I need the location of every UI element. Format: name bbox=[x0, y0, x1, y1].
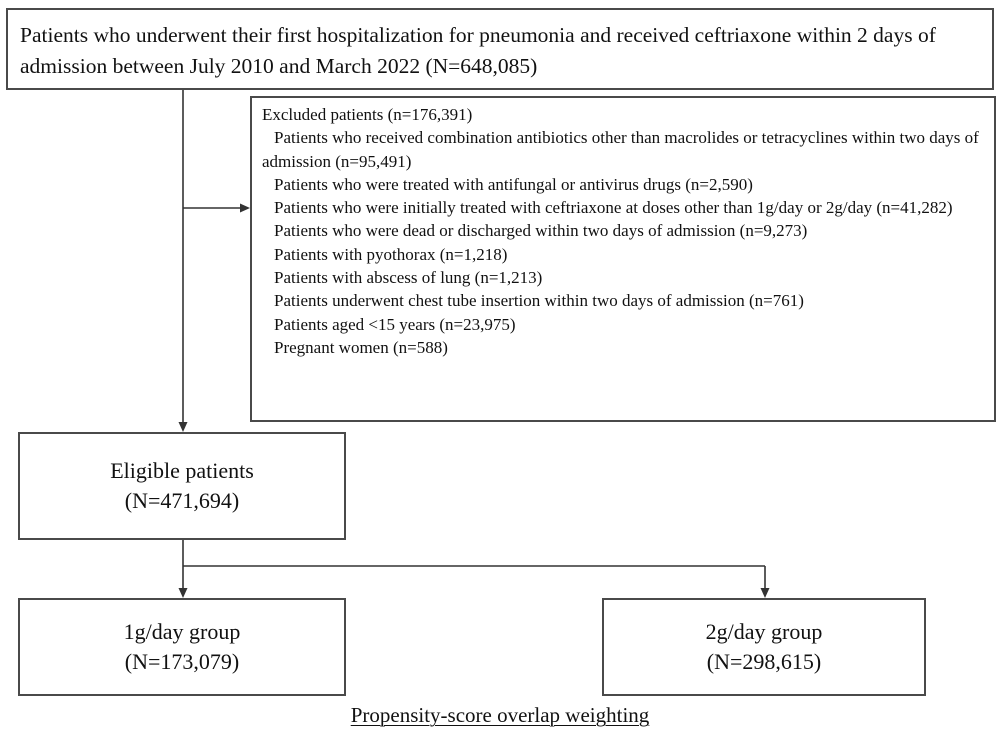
weighting-method-label: Propensity-score overlap weighting bbox=[350, 703, 650, 727]
exclusion-title: Excluded patients (n=176,391) bbox=[262, 105, 473, 124]
eligible-count: (N=471,694) bbox=[124, 488, 240, 513]
group-1g-box bbox=[18, 598, 346, 696]
group-1g-count: (N=173,079) bbox=[124, 649, 240, 674]
exclusion-item: Patients with pyothorax (n=1,218) bbox=[274, 244, 508, 264]
exclusion-box bbox=[250, 96, 996, 422]
eligible-label: Eligible patients bbox=[110, 458, 254, 483]
arrowhead-to-exclusion bbox=[240, 204, 250, 213]
group-2g-count: (N=298,615) bbox=[706, 649, 822, 674]
eligible-patients-box bbox=[18, 432, 346, 540]
exclusion-item: Patients who were dead or discharged within two days of admission (n=9,273) bbox=[274, 221, 808, 241]
exclusion-item: Patients who received combination antibiotics other than macrolides or tetracyclines within two days of admission (n=95,491) bbox=[262, 128, 979, 171]
group-2g-label: 2g/day group bbox=[705, 619, 823, 644]
exclusion-item: Patients who were treated with antifungal or antivirus drugs (n=2,590) bbox=[274, 174, 753, 194]
group-1g-label: 1g/day group bbox=[123, 619, 241, 644]
arrowhead-to-2g-group bbox=[761, 588, 770, 598]
arrowhead-to-eligible bbox=[179, 422, 188, 432]
exclusion-item: Patients who were initially treated with ceftriaxone at doses other than 1g/day or 2g/day (n=41,282) bbox=[274, 198, 953, 218]
group-2g-box bbox=[602, 598, 926, 696]
exclusion-item: Patients underwent chest tube insertion within two days of admission (n=761) bbox=[274, 291, 804, 311]
exclusion-item: Patients with abscess of lung (n=1,213) bbox=[274, 268, 543, 288]
source-population-box bbox=[6, 8, 994, 90]
source-population-text: Patients who underwent their first hospitalization for pneumonia and received ceftriaxone within 2 days of admission between July 2010 and March 2022 (N=648,085) bbox=[20, 23, 936, 78]
exclusion-item: Patients aged <15 years (n=23,975) bbox=[274, 314, 516, 334]
arrowhead-to-1g-group bbox=[179, 588, 188, 598]
exclusion-item: Pregnant women (n=588) bbox=[274, 337, 448, 357]
